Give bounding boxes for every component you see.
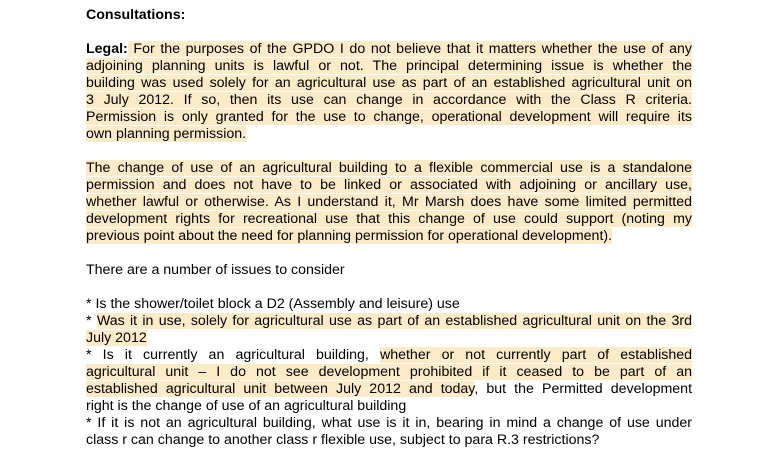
highlighted-text: Permission is only granted for the use to change, operational development will require its <box>86 109 692 125</box>
issues-list: * Is the shower/toilet block a D2 (Assembly and leisure) use * Was it in use, solely for agricultural use as part of an established agricultural unit on the 3rd July 2012 * Is it currently an agricultural building, whether or not currently part of established agricultural unit – I do not see development prohibited if it ceased to be part of an established agricultural unit between July 2012 and today, but the Permitted development right is the change of use of an agricultural building * If it is not an agricultural building, what use is it in, bearing in mind a change of use under class r can change to another class r flexible use, subject to para R.3 restrictions? <box>86 296 693 448</box>
spacer <box>86 143 692 160</box>
highlighted-text: The change of use of an agricultural building to a flexible commercial use is a standalone <box>86 160 692 176</box>
highlighted-text: development rights for recreational use that this change of use could support (noting my <box>86 211 692 227</box>
highlighted-text: whether lawful or otherwise. As I understand it, Mr Marsh does have some limited permitted <box>86 194 692 210</box>
highlighted-text: For the purposes of the GPDO I do not believe that it matters whether the use of any <box>127 41 692 57</box>
issue-item-1: * Is the shower/toilet block a D2 (Assembly and leisure) use <box>86 296 460 312</box>
issues-intro: There are a number of issues to consider <box>86 262 345 278</box>
legal-paragraph <box>86 41 692 143</box>
highlighted-text: 3 July 2012. If so, then its use can change in accordance with the Class R criteria. <box>86 92 692 108</box>
highlighted-text: Was it in use, solely for agricultural use as part of an established agricultural unit on the 3rd <box>96 313 692 329</box>
highlighted-text: previous point about the need for planning permission for operational development). <box>86 228 613 244</box>
highlighted-text: own planning permission. <box>86 126 247 142</box>
highlighted-text: agricultural unit – I do not see development prohibited if it ceased to be part of an <box>86 364 692 380</box>
highlighted-text: permission and does not have to be linked or associated with adjoining or ancillary use, <box>86 177 692 193</box>
spacer <box>86 24 692 41</box>
issue-item-2: * Was it in use, solely for agricultural use as part of an established agricultural unit on the 3rd <box>86 313 692 329</box>
highlighted-text: whether or not currently part of established <box>379 347 692 363</box>
spacer <box>86 279 692 296</box>
issue-item-4: * If it is not an agricultural building, what use is it in, bearing in mind a change of use under <box>86 415 692 431</box>
flexible-use-paragraph <box>86 160 692 245</box>
highlighted-text: July 2012 <box>86 330 147 346</box>
highlighted-text: adjoining planning units is lawful or not. The principal determining issue is whether the <box>86 58 692 74</box>
legal-line-1 <box>86 41 692 58</box>
issue-item-3: * Is it currently an agricultural building, whether or not currently part of established <box>86 347 692 363</box>
document-page <box>86 7 692 449</box>
legal-label: Legal: <box>86 41 128 57</box>
highlighted-text: established agricultural unit between July 2012 and today <box>86 381 475 397</box>
consultations-heading: Consultations: <box>86 7 186 23</box>
highlighted-text: building was used solely for an agricultural use as part of an established agricultural unit on <box>86 75 692 91</box>
spacer <box>86 245 692 262</box>
